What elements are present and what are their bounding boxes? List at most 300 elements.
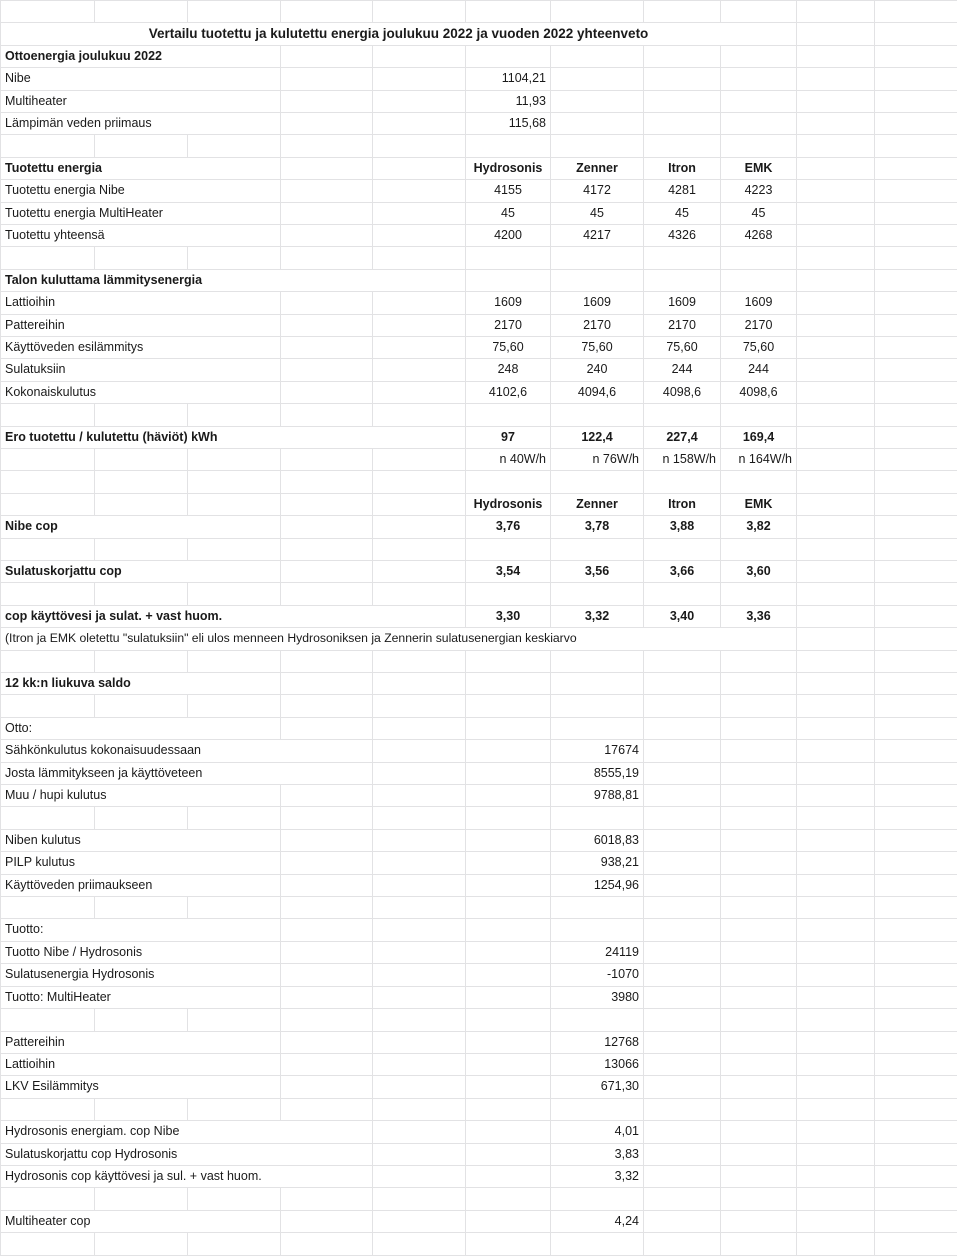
- cell: [797, 90, 875, 112]
- cell: [797, 695, 875, 717]
- row-value: 45: [721, 202, 797, 224]
- row-label: Lattioihin: [1, 292, 281, 314]
- cell: [644, 874, 721, 896]
- sheet-row-empty: [1, 247, 957, 269]
- row-value: 3,60: [721, 561, 797, 583]
- cell: [721, 717, 797, 739]
- section-heading-tuotettu-energia: Tuotettu energia: [1, 157, 281, 179]
- table-row: [1, 1121, 957, 1143]
- cell: [875, 1098, 957, 1120]
- sheet-row-empty: [1, 1, 957, 23]
- cell: [551, 1233, 644, 1255]
- table-row: [1, 561, 957, 583]
- cell: [373, 897, 466, 919]
- cell: [95, 1098, 188, 1120]
- column-header-hydrosonis: Hydrosonis: [466, 157, 551, 179]
- cell: [95, 1233, 188, 1255]
- cell: [373, 404, 466, 426]
- cell: [1, 538, 95, 560]
- row-value: 4281: [644, 180, 721, 202]
- cell: [466, 874, 551, 896]
- cell: [551, 135, 644, 157]
- cell: [1, 583, 95, 605]
- cell: [644, 1143, 721, 1165]
- cell: [373, 762, 466, 784]
- cell: [875, 113, 957, 135]
- column-header-emk: EMK: [721, 157, 797, 179]
- cell: [875, 650, 957, 672]
- cell: [797, 717, 875, 739]
- cell: [797, 23, 875, 45]
- row-value: 1104,21: [466, 68, 551, 90]
- cell: [875, 1053, 957, 1075]
- cell: [797, 986, 875, 1008]
- cell: [797, 426, 875, 448]
- cell: [281, 292, 373, 314]
- cell: [551, 1009, 644, 1031]
- row-value: 97: [466, 426, 551, 448]
- row-value: 45: [466, 202, 551, 224]
- sheet-row-empty: [1, 695, 957, 717]
- cell: [644, 1233, 721, 1255]
- row-value: 244: [644, 359, 721, 381]
- cell: [281, 1053, 373, 1075]
- cell: [721, 1165, 797, 1187]
- cell: [373, 583, 466, 605]
- cell: [797, 538, 875, 560]
- cell: [721, 695, 797, 717]
- cell: [875, 1210, 957, 1232]
- cell: [875, 740, 957, 762]
- cell: [373, 45, 466, 67]
- row-value: 9788,81: [551, 785, 644, 807]
- row-value: 75,60: [466, 337, 551, 359]
- cell: [875, 874, 957, 896]
- table-row: [1, 90, 957, 112]
- cell: [875, 897, 957, 919]
- cell: [875, 628, 957, 650]
- cell: [373, 717, 466, 739]
- cell: [466, 919, 551, 941]
- cell: [875, 695, 957, 717]
- cell: [551, 897, 644, 919]
- sheet-row-empty: [1, 897, 957, 919]
- cell: [797, 897, 875, 919]
- cell: [373, 964, 466, 986]
- cell: [466, 852, 551, 874]
- cell: [373, 359, 466, 381]
- row-value: 1609: [551, 292, 644, 314]
- cell: [281, 874, 373, 896]
- cell: [95, 449, 188, 471]
- cell: [281, 1210, 373, 1232]
- cell: [551, 1, 644, 23]
- cell: [281, 829, 373, 851]
- row-label: Hydrosonis energiam. cop Nibe: [1, 1121, 373, 1143]
- cell: [797, 1009, 875, 1031]
- cell: [281, 717, 373, 739]
- cell: [281, 471, 373, 493]
- section-heading-row: [1, 269, 957, 291]
- cell: [95, 583, 188, 605]
- cell: [644, 68, 721, 90]
- cell: [875, 1031, 957, 1053]
- cell: [644, 538, 721, 560]
- cell: [466, 807, 551, 829]
- row-value: 13066: [551, 1053, 644, 1075]
- row-value: 3,54: [466, 561, 551, 583]
- cell: [875, 807, 957, 829]
- cell: [281, 157, 373, 179]
- row-label: Nibe: [1, 68, 281, 90]
- cell: [466, 829, 551, 851]
- section-heading-talon-kulutus: Talon kuluttama lämmitysenergia: [1, 269, 466, 291]
- cell: [281, 90, 373, 112]
- column-header-emk: EMK: [721, 493, 797, 515]
- cell: [875, 673, 957, 695]
- cell: [466, 1165, 551, 1187]
- cell: [644, 941, 721, 963]
- cell: [373, 1098, 466, 1120]
- cell: [281, 1188, 373, 1210]
- cell: [281, 225, 373, 247]
- cell: [721, 1009, 797, 1031]
- cell: [373, 1053, 466, 1075]
- cell: [95, 1009, 188, 1031]
- table-row: [1, 740, 957, 762]
- cell: [373, 1143, 466, 1165]
- cell: [188, 135, 281, 157]
- cell: [281, 449, 373, 471]
- cell: [875, 583, 957, 605]
- cell: [721, 1098, 797, 1120]
- row-label: Multiheater cop: [1, 1210, 281, 1232]
- cell: [875, 314, 957, 336]
- cell: [373, 493, 466, 515]
- cell: [797, 404, 875, 426]
- subsection-heading-tuotto: Tuotto:: [1, 919, 281, 941]
- cell: [188, 247, 281, 269]
- cell: [281, 986, 373, 1008]
- row-value: 671,30: [551, 1076, 644, 1098]
- cell: [188, 471, 281, 493]
- cell: [551, 269, 644, 291]
- row-label: Sähkönkulutus kokonaisuudessaan: [1, 740, 373, 762]
- table-row: [1, 1143, 957, 1165]
- cell: [551, 113, 644, 135]
- cell: [466, 673, 551, 695]
- cell: [721, 68, 797, 90]
- cell: [721, 1, 797, 23]
- row-label: Nibe cop: [1, 516, 281, 538]
- cell: [551, 90, 644, 112]
- table-row: [1, 113, 957, 135]
- sheet-row-empty: [1, 807, 957, 829]
- cell: [466, 1143, 551, 1165]
- cell: [466, 740, 551, 762]
- cell: [875, 68, 957, 90]
- row-value: 75,60: [551, 337, 644, 359]
- cell: [644, 45, 721, 67]
- row-label: Käyttöveden esilämmitys: [1, 337, 281, 359]
- cell: [95, 807, 188, 829]
- cell: [551, 45, 644, 67]
- cell: [95, 650, 188, 672]
- table-row: [1, 68, 957, 90]
- cell: [721, 740, 797, 762]
- cell: [373, 225, 466, 247]
- cell: [95, 493, 188, 515]
- row-label: Sulatuskorjattu cop: [1, 561, 281, 583]
- cell: [1, 404, 95, 426]
- cell: [373, 919, 466, 941]
- row-label: Lattioihin: [1, 1053, 281, 1075]
- cell: [875, 785, 957, 807]
- cell: [875, 941, 957, 963]
- cell: [644, 964, 721, 986]
- cell: [721, 269, 797, 291]
- cell: [466, 135, 551, 157]
- footnote-sulatuksiin: (Itron ja EMK oletettu "sulatuksiin" eli ulos menneen Hydrosoniksen ja Zennerin sulatusenergian keskiarvo: [1, 628, 797, 650]
- row-label: PILP kulutus: [1, 852, 281, 874]
- title-row: [1, 23, 957, 45]
- cell: [373, 247, 466, 269]
- sheet-row-empty: [1, 1098, 957, 1120]
- cell: [188, 1, 281, 23]
- row-value: 4268: [721, 225, 797, 247]
- cell: [644, 583, 721, 605]
- cell: [797, 471, 875, 493]
- cell: [797, 919, 875, 941]
- cell: [1, 1188, 95, 1210]
- cell: [551, 68, 644, 90]
- cell: [466, 404, 551, 426]
- cell: [1, 471, 95, 493]
- cell: [466, 1009, 551, 1031]
- row-value: 2170: [551, 314, 644, 336]
- cell: [644, 135, 721, 157]
- cell: [373, 538, 466, 560]
- cell: [466, 538, 551, 560]
- cell: [644, 1121, 721, 1143]
- cell: [644, 650, 721, 672]
- row-value: 17674: [551, 740, 644, 762]
- cell: [644, 404, 721, 426]
- cell: [875, 23, 957, 45]
- cell: [373, 157, 466, 179]
- cell: [466, 471, 551, 493]
- cell: [373, 1165, 466, 1187]
- cell: [797, 807, 875, 829]
- row-value: 6018,83: [551, 829, 644, 851]
- cell: [188, 493, 281, 515]
- cell: [1, 493, 95, 515]
- cell: [466, 1098, 551, 1120]
- cell: [188, 1188, 281, 1210]
- cell: [875, 516, 957, 538]
- cell: [1, 1, 95, 23]
- note-row: [1, 628, 957, 650]
- table-row: [1, 941, 957, 963]
- cell: [644, 897, 721, 919]
- cell: [797, 68, 875, 90]
- cell: [281, 695, 373, 717]
- cell: [466, 762, 551, 784]
- cell: [797, 292, 875, 314]
- cell: [188, 1098, 281, 1120]
- cell: [188, 538, 281, 560]
- row-value: 12768: [551, 1031, 644, 1053]
- cell: [281, 1031, 373, 1053]
- cell: [373, 650, 466, 672]
- row-value: 3,56: [551, 561, 644, 583]
- row-value: -1070: [551, 964, 644, 986]
- cell: [797, 180, 875, 202]
- row-label: Käyttöveden priimaukseen: [1, 874, 281, 896]
- cell: [721, 1031, 797, 1053]
- cell: [875, 381, 957, 403]
- cell: [721, 829, 797, 851]
- cell: [551, 1188, 644, 1210]
- cell: [721, 762, 797, 784]
- cell: [281, 1, 373, 23]
- table-header-row: [1, 157, 957, 179]
- cell: [551, 1098, 644, 1120]
- cell: [875, 180, 957, 202]
- row-value: 3,36: [721, 605, 797, 627]
- table-row: [1, 1031, 957, 1053]
- cell: [875, 1009, 957, 1031]
- cell: [721, 471, 797, 493]
- cell: [466, 1, 551, 23]
- row-value: 3,32: [551, 1165, 644, 1187]
- cell: [188, 404, 281, 426]
- cell: [875, 493, 957, 515]
- cell: [797, 785, 875, 807]
- table-row: [1, 1165, 957, 1187]
- sheet-row-empty: [1, 650, 957, 672]
- cell: [797, 314, 875, 336]
- row-value: 11,93: [466, 90, 551, 112]
- cell: [188, 695, 281, 717]
- cell: [721, 986, 797, 1008]
- cell: [875, 1233, 957, 1255]
- cell: [466, 1053, 551, 1075]
- cell: [797, 1143, 875, 1165]
- cell: [373, 740, 466, 762]
- cell: [721, 1053, 797, 1075]
- cell: [373, 90, 466, 112]
- cell: [188, 1009, 281, 1031]
- cell: [373, 337, 466, 359]
- cell: [373, 1233, 466, 1255]
- row-subvalue: n 158W/h: [644, 449, 721, 471]
- cell: [797, 202, 875, 224]
- cell: [373, 1031, 466, 1053]
- cell: [644, 762, 721, 784]
- cell: [797, 1210, 875, 1232]
- cell: [281, 1233, 373, 1255]
- cell: [721, 874, 797, 896]
- cell: [875, 1188, 957, 1210]
- row-value: 4102,6: [466, 381, 551, 403]
- cell: [875, 829, 957, 851]
- cell: [95, 247, 188, 269]
- cell: [875, 337, 957, 359]
- cell: [721, 1210, 797, 1232]
- table-row: [1, 180, 957, 202]
- cell: [644, 673, 721, 695]
- cell: [797, 1165, 875, 1187]
- cell: [721, 673, 797, 695]
- row-value: 3,82: [721, 516, 797, 538]
- cell: [281, 561, 373, 583]
- cell: [551, 404, 644, 426]
- cell: [644, 740, 721, 762]
- row-label: Muu / hupi kulutus: [1, 785, 281, 807]
- cell: [1, 1098, 95, 1120]
- cell: [281, 964, 373, 986]
- cell: [875, 135, 957, 157]
- cell: [188, 897, 281, 919]
- table-row: [1, 1053, 957, 1075]
- cell: [721, 538, 797, 560]
- cell: [797, 740, 875, 762]
- cell: [644, 1009, 721, 1031]
- cell: [797, 359, 875, 381]
- row-value: 4200: [466, 225, 551, 247]
- row-label: Niben kulutus: [1, 829, 281, 851]
- cell: [466, 986, 551, 1008]
- cell: [373, 135, 466, 157]
- sheet-row-empty: [1, 471, 957, 493]
- cell: [875, 292, 957, 314]
- cell: [875, 919, 957, 941]
- row-value: 4155: [466, 180, 551, 202]
- row-value: 4217: [551, 225, 644, 247]
- row-value: 4098,6: [721, 381, 797, 403]
- cell: [644, 829, 721, 851]
- cell: [875, 202, 957, 224]
- cell: [373, 180, 466, 202]
- table-row: [1, 337, 957, 359]
- row-value: 169,4: [721, 426, 797, 448]
- cell: [551, 919, 644, 941]
- row-label: Tuotto Nibe / Hydrosonis: [1, 941, 281, 963]
- column-header-itron: Itron: [644, 493, 721, 515]
- cell: [797, 1053, 875, 1075]
- row-value: 1609: [721, 292, 797, 314]
- row-label: Sulatuskorjattu cop Hydrosonis: [1, 1143, 373, 1165]
- cell: [373, 202, 466, 224]
- sheet-row-empty: [1, 135, 957, 157]
- cell: [373, 68, 466, 90]
- cell: [797, 157, 875, 179]
- cell: [281, 1009, 373, 1031]
- cell: [644, 717, 721, 739]
- cell: [466, 650, 551, 672]
- cell: [1, 695, 95, 717]
- cell: [875, 986, 957, 1008]
- cell: [373, 673, 466, 695]
- cell: [797, 964, 875, 986]
- cell: [721, 1233, 797, 1255]
- cell: [797, 113, 875, 135]
- cell: [466, 717, 551, 739]
- cell: [721, 45, 797, 67]
- column-header-zenner: Zenner: [551, 157, 644, 179]
- row-value: 2170: [466, 314, 551, 336]
